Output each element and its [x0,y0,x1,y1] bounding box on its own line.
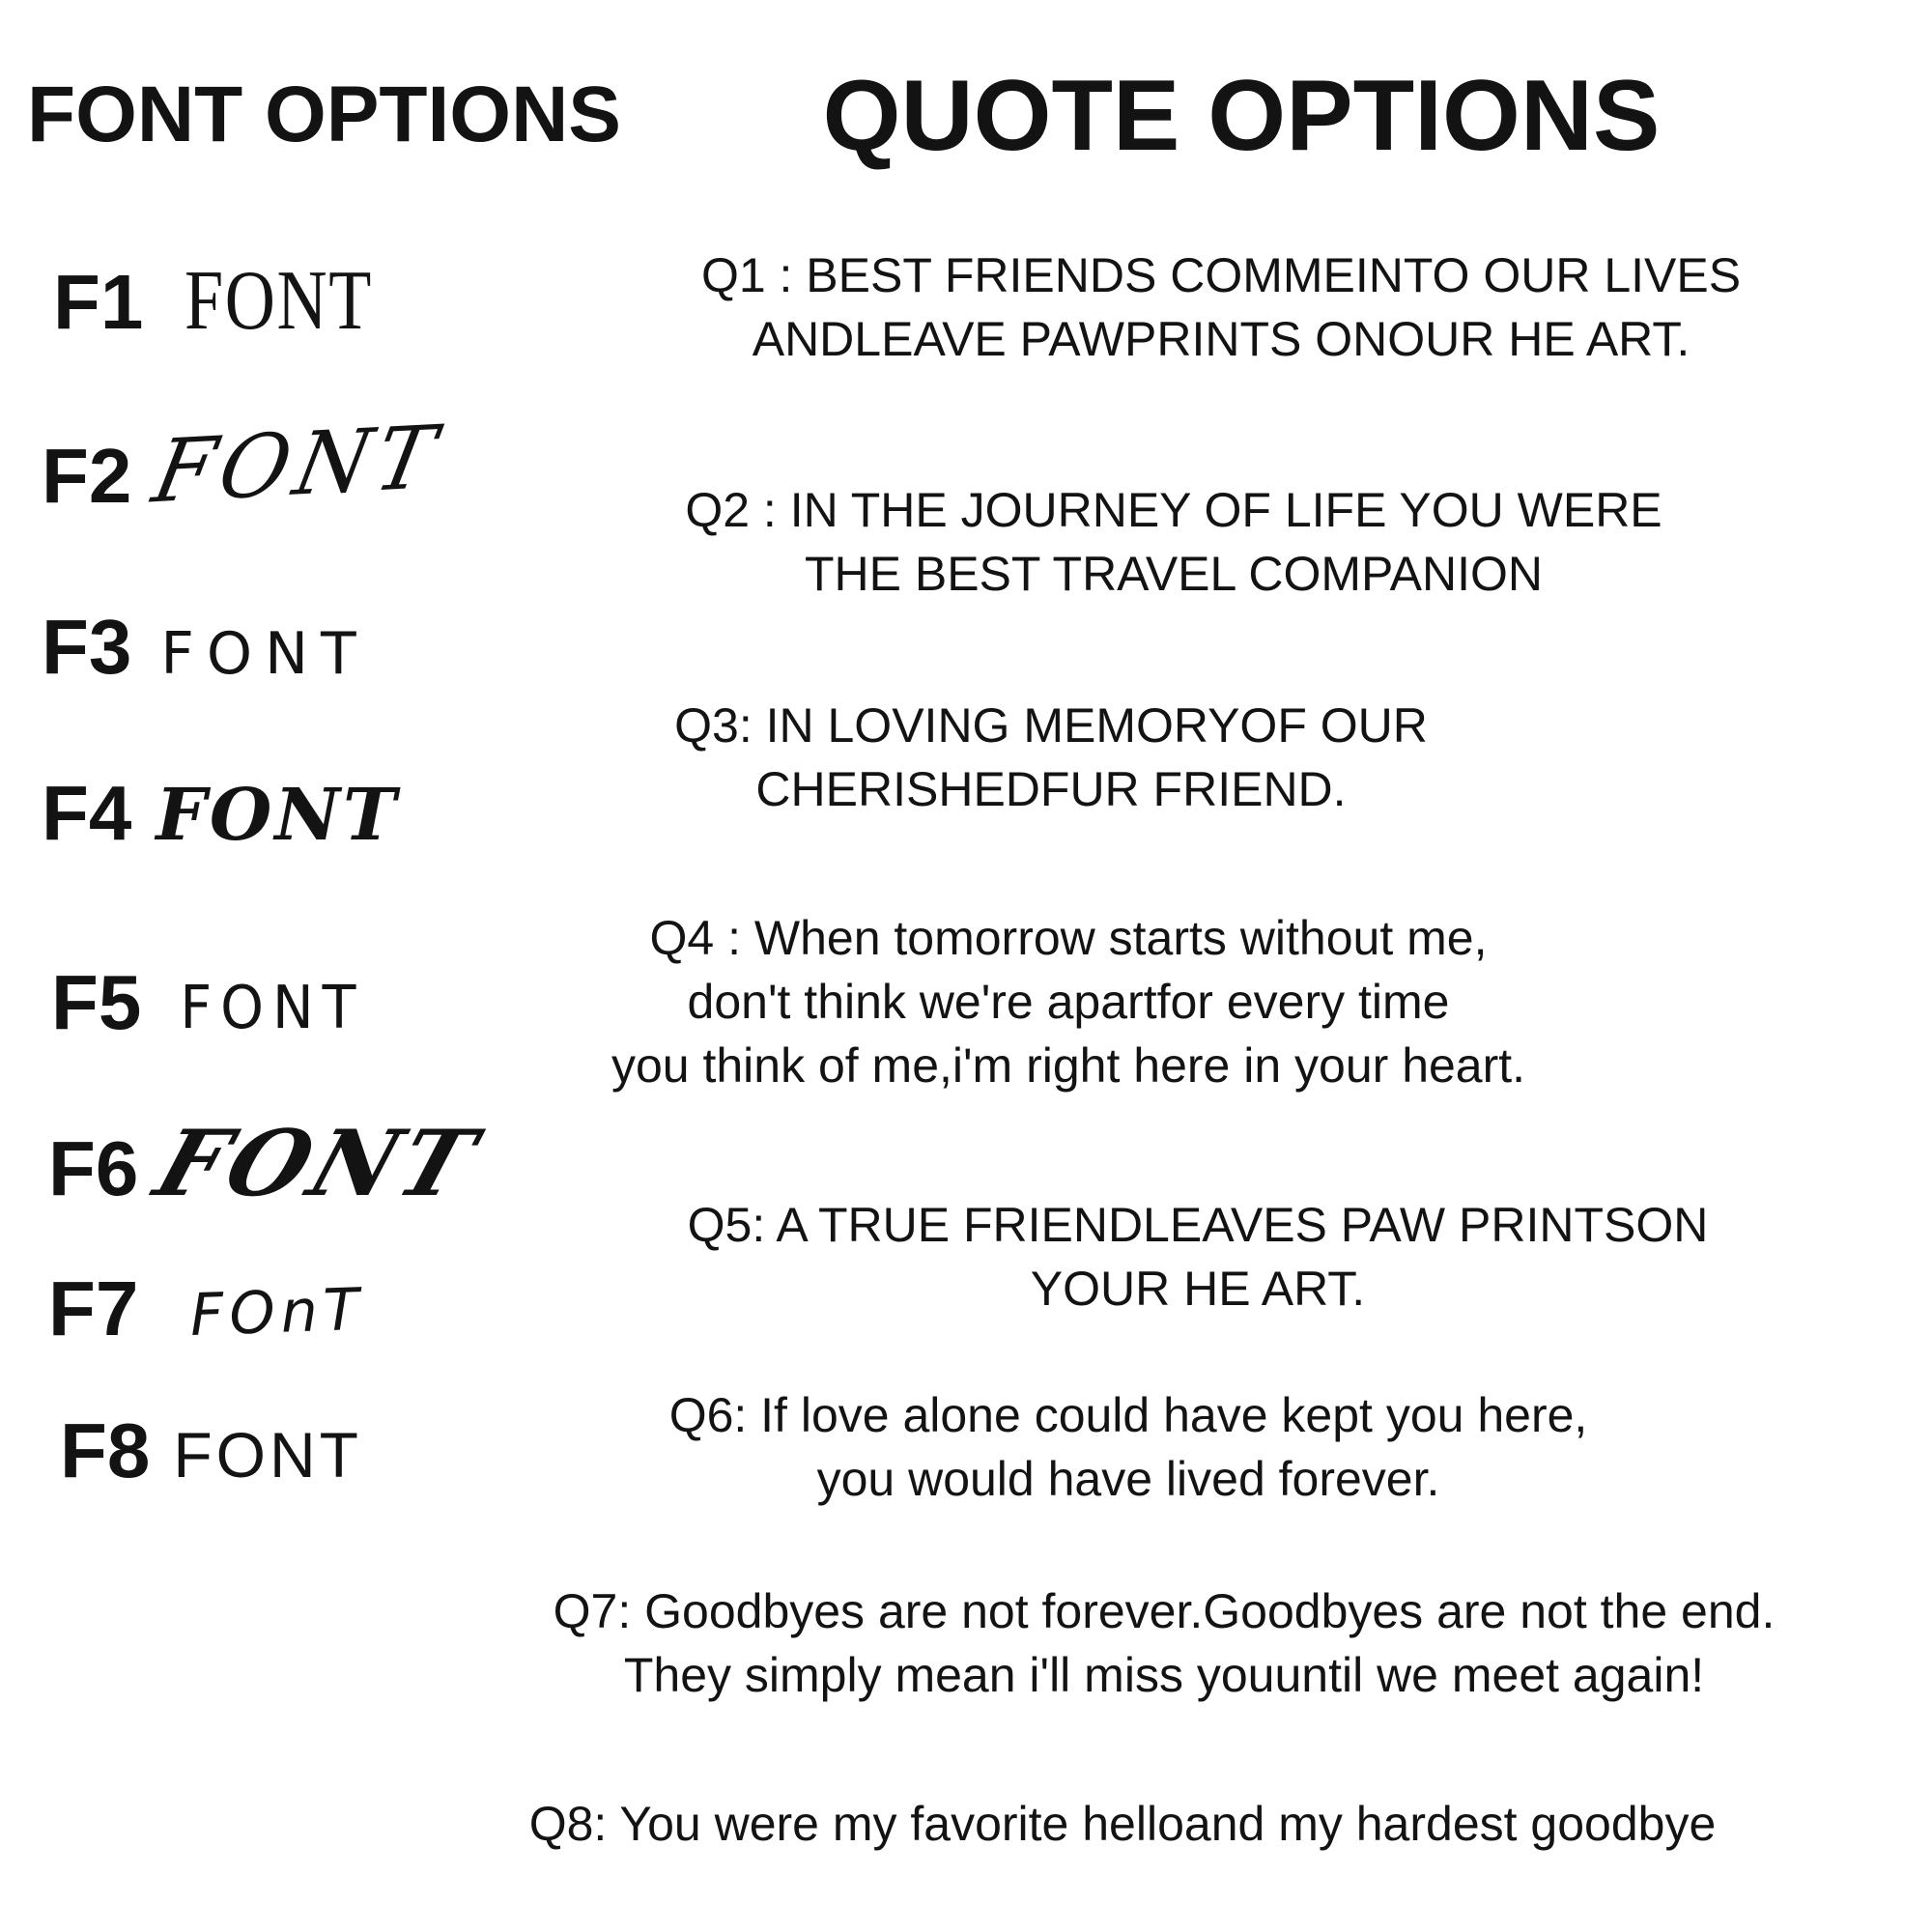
quote-option-q3 [327,694,1776,821]
quote-option-q4 [344,906,1793,1097]
quote-q5-line-2: YOUR HE ART. [1030,1262,1366,1316]
quote-option-q5 [473,1193,1922,1321]
quote-q6-line-2: you would have lived forever. [816,1452,1440,1506]
quote-option-q8 [398,1792,1847,1856]
font-option-f8-sample: FONT [173,1419,362,1491]
font-option-f3 [42,604,369,690]
quote-q3-line-1: Q3: IN LOVING MEMORYOF OUR [674,698,1428,753]
quote-q3-line-2: CHERISHEDFUR FRIEND. [755,762,1347,816]
quote-q7-line-1: Q7: Goodbyes are not forever.Goodbyes are not the end. [553,1584,1776,1638]
font-option-f8 [60,1407,362,1493]
font-option-f2 [42,407,450,524]
font-option-f2-id: F2 [42,433,132,519]
quote-q8-line-1: Q8: You were my favorite helloand my hardest goodbye [528,1797,1717,1851]
quote-q7-line-2: They simply mean i'll miss youuntil we meet again! [623,1648,1705,1702]
quote-options-title: QUOTE OPTIONS [822,60,1661,172]
font-option-f8-id: F8 [60,1407,151,1493]
font-option-f6-sample: FONT [143,1111,493,1217]
font-option-f5-sample: FONT [180,974,365,1043]
font-option-f4-id: F4 [42,770,132,856]
font-option-f2-sample: FONT [145,407,450,524]
font-option-f3-sample: FONT [160,620,369,688]
font-option-f4-sample: FONT [156,774,400,857]
font-option-f1-id: F1 [53,259,144,345]
quote-q4-line-1: Q4 : When tomorrow starts without me, [649,911,1488,965]
quote-option-q1 [497,243,1932,371]
quote-q1-line-2: ANDLEAVE PAWPRINTS ONOUR HE ART. [752,312,1690,366]
quote-q2-line-2: THE BEST TRAVEL COMPANION [804,547,1544,601]
font-option-f3-id: F3 [42,604,132,690]
font-option-f5-id: F5 [51,959,142,1045]
font-option-f7 [48,1265,366,1351]
font-options-title: FONT OPTIONS [27,71,621,158]
font-option-f7-sample: FOnT [189,1275,366,1350]
font-option-f6-id: F6 [48,1125,139,1211]
quote-option-q2 [449,478,1898,606]
quote-option-q7 [440,1579,1889,1707]
font-option-f1-sample: FONT [185,254,374,348]
quote-q5-line-1: Q5: A TRUE FRIENDLEAVES PAW PRINTSON [687,1198,1709,1252]
font-option-f5 [51,959,365,1045]
quote-q4-line-3: you think of me,i'm right here in your heart. [611,1038,1526,1093]
font-option-f6 [48,1111,493,1217]
quote-q6-line-1: Q6: If love alone could have kept you here, [668,1388,1588,1442]
quote-q1-line-1: Q1 : BEST FRIENDS COMMEINTO OUR LIVES [700,248,1742,302]
quote-option-q6 [404,1383,1853,1511]
quote-q2-line-1: Q2 : IN THE JOURNEY OF LIFE YOU WERE [685,483,1662,537]
font-option-f7-id: F7 [48,1265,139,1351]
quote-q4-line-2: don't think we're apartfor every time [687,975,1450,1029]
font-option-f1 [53,254,414,348]
